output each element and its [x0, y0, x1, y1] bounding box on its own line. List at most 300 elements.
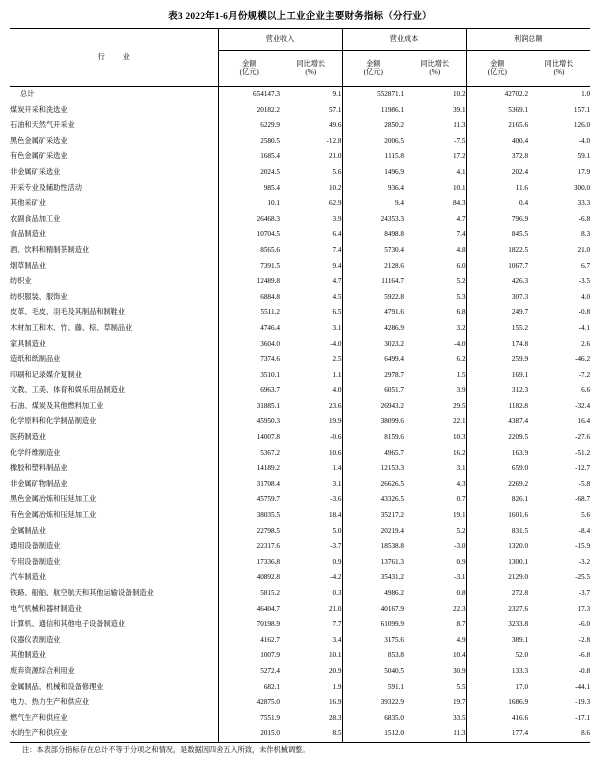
row-profit-amount: 17.0	[466, 680, 528, 696]
row-profit-amount: 169.1	[466, 368, 528, 384]
row-industry-name: 专用设备制造业	[10, 557, 61, 566]
row-profit-amount: 2165.6	[466, 118, 528, 134]
row-industry-name: 农副食品加工业	[10, 214, 61, 223]
table-row	[10, 695, 590, 711]
row-revenue-amount: 7374.6	[218, 352, 280, 368]
table-row	[10, 602, 590, 618]
table-row	[10, 726, 590, 742]
row-profit-yoy: -0.8	[578, 666, 591, 675]
row-profit-yoy: -4.0	[578, 136, 591, 145]
row-cost-amount: 6499.4	[342, 352, 404, 368]
row-cost-yoy: 4.3	[456, 479, 466, 488]
row-cost-amount: 26943.2	[342, 399, 404, 415]
row-cost-amount: 3023.2	[342, 337, 404, 353]
row-revenue-amount: 682.1	[218, 680, 280, 696]
row-profit-yoy: -3.2	[578, 557, 591, 566]
row-industry-name: 医药制造业	[10, 433, 46, 442]
row-revenue-yoy: 28.3	[328, 713, 342, 722]
row-industry-name: 黑色金属矿采选业	[10, 136, 68, 145]
table-row	[10, 555, 590, 571]
row-revenue-yoy: 3.4	[332, 635, 342, 644]
row-cost-yoy: 39.1	[452, 105, 466, 114]
row-cost-yoy: 10.3	[452, 433, 466, 442]
row-revenue-amount: 4746.4	[218, 321, 280, 337]
row-profit-amount: 1182.8	[466, 399, 528, 415]
table-row	[10, 305, 590, 321]
table-row	[10, 352, 590, 368]
row-cost-yoy: 5.2	[456, 526, 466, 535]
row-revenue-amount: 45759.7	[218, 492, 280, 508]
table-row	[10, 461, 590, 477]
row-industry-name: 有色金属矿采选业	[10, 152, 68, 161]
row-profit-yoy: 1.0	[581, 90, 591, 99]
row-profit-amount: 1067.7	[466, 259, 528, 275]
row-profit-amount: 133.3	[466, 664, 528, 680]
row-cost-yoy: -7.5	[454, 136, 466, 145]
row-cost-yoy: 22.1	[452, 417, 466, 426]
row-profit-yoy: -68.7	[575, 495, 591, 504]
row-revenue-amount: 5367.2	[218, 446, 280, 462]
row-cost-amount: 39322.9	[342, 695, 404, 711]
row-profit-amount: 1320.0	[466, 539, 528, 555]
table-row	[10, 243, 590, 259]
row-cost-amount: 11986.1	[342, 103, 404, 119]
row-cost-amount: 61099.9	[342, 617, 404, 633]
cost-yoy-label-line1: 同比增长	[420, 59, 450, 68]
column-header-profit-yoy	[528, 51, 590, 87]
row-profit-amount: 1686.9	[466, 695, 528, 711]
row-profit-amount: 389.1	[466, 633, 528, 649]
profit-yoy-unit: (%)	[553, 67, 565, 76]
financial-indicators-table	[10, 28, 590, 743]
row-cost-amount: 1496.9	[342, 165, 404, 181]
row-revenue-amount: 14189.2	[218, 461, 280, 477]
row-revenue-amount: 31708.4	[218, 477, 280, 493]
column-header-cost-amount	[342, 51, 404, 87]
row-cost-amount: 552871.1	[342, 87, 404, 103]
row-industry-name: 皮革、毛皮、羽毛及其制品和制鞋业	[10, 308, 126, 317]
row-profit-amount: 312.3	[466, 383, 528, 399]
table-row	[10, 586, 590, 602]
row-revenue-yoy: -12.8	[326, 136, 342, 145]
row-industry-name: 铁路、船舶、航空航天和其他运输设备制造业	[10, 589, 154, 598]
row-revenue-amount: 5815.2	[218, 586, 280, 602]
row-cost-amount: 8159.6	[342, 430, 404, 446]
row-revenue-yoy: 0.3	[332, 589, 342, 598]
row-revenue-yoy: -3.6	[330, 495, 342, 504]
row-profit-yoy: -6.8	[578, 651, 591, 660]
row-revenue-amount: 3510.1	[218, 368, 280, 384]
row-cost-amount: 9.4	[342, 196, 404, 212]
row-revenue-yoy: 10.6	[328, 448, 342, 457]
table-row	[10, 181, 590, 197]
column-group-profit: 利润总额	[466, 29, 590, 51]
table-row	[10, 524, 590, 540]
table-row	[10, 118, 590, 134]
row-industry-name: 废弃资源综合利用业	[10, 666, 75, 675]
table-row	[10, 337, 590, 353]
row-industry-name: 纺织服装、服饰业	[10, 292, 68, 301]
row-revenue-amount: 10.1	[218, 196, 280, 212]
row-profit-amount: 177.4	[466, 726, 528, 742]
row-profit-amount: 1300.1	[466, 555, 528, 571]
row-revenue-amount: 7551.9	[218, 711, 280, 727]
row-cost-yoy: 8.7	[456, 620, 466, 629]
row-revenue-yoy: 4.7	[332, 277, 342, 286]
row-revenue-yoy: 9.4	[332, 261, 342, 270]
row-cost-amount: 2006.5	[342, 134, 404, 150]
row-revenue-amount: 42875.0	[218, 695, 280, 711]
row-cost-amount: 5040.5	[342, 664, 404, 680]
row-cost-amount: 2850.2	[342, 118, 404, 134]
row-profit-amount: 42702.2	[466, 87, 528, 103]
row-revenue-yoy: 4.0	[332, 386, 342, 395]
row-profit-yoy: -44.1	[575, 682, 591, 691]
table-row	[10, 87, 590, 103]
row-industry-name: 计算机、通信和其他电子设备制造业	[10, 620, 126, 629]
row-revenue-amount: 1007.9	[218, 648, 280, 664]
row-industry-name: 开采专业及辅助性活动	[10, 183, 82, 192]
row-cost-yoy: 0.8	[456, 589, 466, 598]
row-cost-yoy: 16.2	[452, 448, 466, 457]
row-revenue-yoy: 6.4	[332, 230, 342, 239]
row-profit-amount: 174.8	[466, 337, 528, 353]
row-cost-yoy: 33.5	[452, 713, 466, 722]
row-cost-yoy: 29.5	[452, 401, 466, 410]
row-cost-amount: 5922.8	[342, 290, 404, 306]
row-profit-amount: 11.6	[466, 181, 528, 197]
row-revenue-amount: 38035.5	[218, 508, 280, 524]
row-revenue-yoy: 6.5	[332, 308, 342, 317]
row-industry-name: 非金属矿物制品业	[10, 479, 68, 488]
row-industry-name: 酒、饮料和精制茶制造业	[10, 245, 90, 254]
row-cost-amount: 591.1	[342, 680, 404, 696]
row-cost-yoy: -4.0	[454, 339, 466, 348]
row-cost-amount: 38099.6	[342, 414, 404, 430]
row-revenue-amount: 5272.4	[218, 664, 280, 680]
row-revenue-yoy: -4.2	[330, 573, 342, 582]
revenue-yoy-unit: (%)	[305, 67, 317, 76]
row-cost-yoy: 22.3	[452, 604, 466, 613]
row-profit-yoy: 157.1	[573, 105, 591, 114]
table-row	[10, 134, 590, 150]
row-profit-amount: 2327.6	[466, 602, 528, 618]
row-profit-yoy: 17.3	[577, 604, 591, 613]
row-revenue-amount: 2024.5	[218, 165, 280, 181]
row-cost-amount: 24353.3	[342, 212, 404, 228]
row-profit-amount: 845.5	[466, 227, 528, 243]
row-profit-yoy: 17.9	[577, 167, 591, 176]
row-industry-name: 橡胶和塑料制品业	[10, 464, 68, 473]
row-revenue-yoy: 18.4	[328, 511, 342, 520]
row-industry-name: 石油、煤炭及其他燃料加工业	[10, 401, 104, 410]
row-profit-amount: 831.5	[466, 524, 528, 540]
row-profit-amount: 659.0	[466, 461, 528, 477]
row-profit-yoy: -3.7	[578, 589, 591, 598]
row-industry-name: 金属制品、机械和设备修理业	[10, 682, 104, 691]
table-row	[10, 633, 590, 649]
row-revenue-amount: 40892.8	[218, 570, 280, 586]
row-profit-amount: 2129.0	[466, 570, 528, 586]
table-row	[10, 383, 590, 399]
row-profit-yoy: -2.8	[578, 635, 591, 644]
row-revenue-yoy: 1.4	[332, 464, 342, 473]
row-revenue-amount: 17336.8	[218, 555, 280, 571]
row-profit-amount: 272.8	[466, 586, 528, 602]
row-revenue-amount: 6963.7	[218, 383, 280, 399]
table-row	[10, 508, 590, 524]
row-cost-yoy: 10.4	[452, 651, 466, 660]
row-industry-name: 化学原料和化学制品制造业	[10, 417, 97, 426]
row-cost-yoy: 19.1	[452, 511, 466, 520]
row-revenue-amount: 2015.0	[218, 726, 280, 742]
table-body	[10, 87, 590, 743]
row-profit-amount: 372.8	[466, 149, 528, 165]
table-row	[10, 664, 590, 680]
row-profit-amount: 416.6	[466, 711, 528, 727]
row-revenue-yoy: 7.7	[332, 620, 342, 629]
table-row	[10, 414, 590, 430]
row-industry-name: 总计	[20, 90, 35, 99]
row-profit-yoy: 300.0	[573, 183, 591, 192]
row-profit-yoy: 5.6	[581, 511, 591, 520]
row-industry-name: 燃气生产和供应业	[10, 713, 68, 722]
revenue-amount-unit: (亿元)	[239, 67, 259, 76]
row-revenue-amount: 22317.6	[218, 539, 280, 555]
row-industry-name: 电力、热力生产和供应业	[10, 698, 90, 707]
cost-amount-unit: (亿元)	[363, 67, 383, 76]
row-profit-yoy: -3.5	[578, 277, 591, 286]
row-cost-amount: 2128.6	[342, 259, 404, 275]
row-revenue-yoy: -3.7	[330, 542, 342, 551]
row-cost-yoy: 0.9	[456, 557, 466, 566]
row-revenue-amount: 10704.5	[218, 227, 280, 243]
cost-amount-label-line1: 金额	[366, 59, 381, 68]
row-revenue-amount: 14007.8	[218, 430, 280, 446]
row-cost-yoy: 1.5	[456, 370, 466, 379]
table-row	[10, 539, 590, 555]
row-cost-amount: 35217.2	[342, 508, 404, 524]
row-cost-amount: 18538.8	[342, 539, 404, 555]
row-revenue-yoy: 10.1	[328, 651, 342, 660]
column-header-industry: 行 业	[10, 29, 218, 87]
row-revenue-amount: 654147.3	[218, 87, 280, 103]
row-revenue-yoy: 7.4	[332, 245, 342, 254]
row-revenue-yoy: 19.9	[328, 417, 342, 426]
row-profit-amount: 155.2	[466, 321, 528, 337]
revenue-yoy-label-line1: 同比增长	[296, 59, 326, 68]
row-revenue-yoy: 3.9	[332, 214, 342, 223]
row-revenue-amount: 22798.5	[218, 524, 280, 540]
row-cost-amount: 1512.0	[342, 726, 404, 742]
row-industry-name: 石油和天然气开采业	[10, 121, 75, 130]
table-row	[10, 165, 590, 181]
row-cost-amount: 40167.9	[342, 602, 404, 618]
row-revenue-yoy: 3.1	[332, 323, 342, 332]
row-cost-yoy: -3.0	[454, 542, 466, 551]
row-profit-yoy: -6.0	[578, 620, 591, 629]
footnote: 注：本表部分指标存在总计不等于分项之和情况，是数据因四舍五入所致，未作机械调整。	[22, 745, 310, 754]
row-profit-amount: 5369.1	[466, 103, 528, 119]
row-cost-yoy: 10.2	[452, 90, 466, 99]
row-profit-yoy: -6.8	[578, 214, 591, 223]
row-cost-yoy: -3.1	[454, 573, 466, 582]
row-profit-yoy: 8.3	[581, 230, 591, 239]
row-profit-yoy: 8.6	[528, 726, 590, 742]
row-revenue-amount: 12489.8	[218, 274, 280, 290]
row-industry-name: 非金属矿采选业	[10, 167, 61, 176]
row-revenue-amount: 5511.2	[218, 305, 280, 321]
row-revenue-amount: 6229.9	[218, 118, 280, 134]
row-industry-name: 水的生产和供应业	[10, 726, 218, 742]
row-cost-yoy: 17.2	[452, 152, 466, 161]
row-cost-yoy: 5.2	[456, 277, 466, 286]
row-industry-name: 煤炭开采和洗选业	[10, 105, 68, 114]
table-row	[10, 290, 590, 306]
row-industry-name: 烟草制品业	[10, 261, 46, 270]
row-industry-name: 家具制造业	[10, 339, 46, 348]
row-cost-amount: 853.8	[342, 648, 404, 664]
column-header-revenue-amount	[218, 51, 280, 87]
row-cost-amount: 11164.7	[342, 274, 404, 290]
row-cost-amount: 26626.5	[342, 477, 404, 493]
row-profit-yoy: 33.3	[577, 199, 591, 208]
row-cost-yoy: 6.8	[456, 308, 466, 317]
row-cost-amount: 5730.4	[342, 243, 404, 259]
row-revenue-amount: 1685.4	[218, 149, 280, 165]
row-profit-amount: 4387.4	[466, 414, 528, 430]
column-header-revenue-yoy	[280, 51, 342, 87]
row-profit-amount: 426.3	[466, 274, 528, 290]
row-profit-amount: 3233.8	[466, 617, 528, 633]
table-row	[10, 477, 590, 493]
table-row	[10, 259, 590, 275]
row-profit-amount: 163.9	[466, 446, 528, 462]
table-row	[10, 648, 590, 664]
row-revenue-yoy: 20.9	[328, 666, 342, 675]
row-cost-yoy: 6.0	[456, 261, 466, 270]
row-revenue-yoy: 2.5	[332, 355, 342, 364]
row-cost-yoy: 5.5	[456, 682, 466, 691]
row-revenue-yoy: 3.1	[332, 479, 342, 488]
revenue-amount-label-line1: 金额	[242, 59, 257, 68]
row-cost-amount: 1115.8	[342, 149, 404, 165]
row-cost-yoy: 19.7	[452, 698, 466, 707]
row-cost-yoy: 30.9	[452, 666, 466, 675]
row-revenue-yoy: 10.2	[328, 183, 342, 192]
row-profit-yoy: 4.0	[581, 292, 591, 301]
table-row	[10, 399, 590, 415]
row-profit-amount: 2209.5	[466, 430, 528, 446]
row-cost-amount: 3175.6	[342, 633, 404, 649]
row-profit-yoy: -8.4	[578, 526, 591, 535]
row-revenue-amount: 70198.9	[218, 617, 280, 633]
row-profit-amount: 202.4	[466, 165, 528, 181]
row-cost-yoy: 7.4	[456, 230, 466, 239]
row-profit-yoy: -19.3	[575, 698, 591, 707]
row-cost-amount: 35431.2	[342, 570, 404, 586]
row-industry-name: 仪器仪表制造业	[10, 635, 61, 644]
table-header	[10, 29, 590, 87]
table-footnotes	[22, 746, 590, 755]
row-profit-yoy: 59.1	[577, 152, 591, 161]
row-profit-yoy: -5.8	[578, 479, 591, 488]
row-industry-name: 木材加工和木、竹、藤、棕、草制品业	[10, 323, 133, 332]
row-profit-yoy: 126.0	[573, 121, 591, 130]
row-profit-amount: 259.9	[466, 352, 528, 368]
table-row	[10, 321, 590, 337]
row-profit-amount: 307.3	[466, 290, 528, 306]
row-cost-yoy: 4.7	[456, 214, 466, 223]
row-profit-yoy: -17.1	[575, 713, 591, 722]
row-cost-amount: 8498.8	[342, 227, 404, 243]
row-industry-name: 食品制造业	[10, 230, 46, 239]
cost-yoy-unit: (%)	[429, 67, 441, 76]
table-row	[10, 430, 590, 446]
row-cost-yoy: 3.9	[456, 386, 466, 395]
table-row	[10, 274, 590, 290]
row-cost-yoy: 11.3	[404, 726, 466, 742]
row-profit-yoy: 6.6	[581, 386, 591, 395]
row-revenue-amount: 31885.1	[218, 399, 280, 415]
row-cost-yoy: 3.2	[456, 323, 466, 332]
row-profit-yoy: -25.5	[575, 573, 591, 582]
row-profit-yoy: -12.7	[575, 464, 591, 473]
row-industry-name: 化学纤维制造业	[10, 448, 61, 457]
row-industry-name: 汽车制造业	[10, 573, 46, 582]
row-revenue-yoy: 5.6	[332, 167, 342, 176]
row-revenue-yoy: 16.9	[328, 698, 342, 707]
row-revenue-amount: 8565.6	[218, 243, 280, 259]
row-revenue-yoy: 1.9	[332, 682, 342, 691]
row-revenue-yoy: 0.9	[332, 557, 342, 566]
row-profit-amount: 2269.2	[466, 477, 528, 493]
row-profit-yoy: -4.1	[578, 323, 591, 332]
column-group-revenue: 营业收入	[218, 29, 342, 51]
row-revenue-amount: 4162.7	[218, 633, 280, 649]
table-row	[10, 570, 590, 586]
page-title: 表3 2022年1-6月份规模以上工业企业主要财务指标（分行业）	[168, 12, 432, 22]
column-header-profit-amount	[466, 51, 528, 87]
table-row	[10, 212, 590, 228]
row-profit-amount: 796.9	[466, 212, 528, 228]
row-cost-amount: 12153.3	[342, 461, 404, 477]
row-cost-amount: 936.4	[342, 181, 404, 197]
row-revenue-amount: 46404.7	[218, 602, 280, 618]
row-revenue-amount: 6884.8	[218, 290, 280, 306]
row-industry-name: 其他制造业	[10, 651, 46, 660]
row-revenue-yoy: -0.6	[330, 433, 342, 442]
row-cost-amount: 20219.4	[342, 524, 404, 540]
row-cost-amount: 13761.3	[342, 555, 404, 571]
row-industry-name: 电气机械和器材制造业	[10, 604, 82, 613]
row-revenue-amount: 45950.3	[218, 414, 280, 430]
row-profit-amount: 52.0	[466, 648, 528, 664]
row-industry-name: 其他采矿业	[10, 199, 46, 208]
table-row	[10, 103, 590, 119]
profit-amount-unit: (亿元)	[487, 67, 507, 76]
row-industry-name: 纺织业	[10, 277, 32, 286]
row-profit-amount: 249.7	[466, 305, 528, 321]
table-row	[10, 711, 590, 727]
column-header-cost-yoy	[404, 51, 466, 87]
row-cost-yoy: 10.1	[452, 183, 466, 192]
row-cost-yoy: 0.7	[456, 495, 466, 504]
row-profit-yoy: -32.4	[575, 401, 591, 410]
table-row	[10, 492, 590, 508]
row-profit-amount: 1601.6	[466, 508, 528, 524]
row-industry-name: 有色金属冶炼和压延加工业	[10, 511, 97, 520]
